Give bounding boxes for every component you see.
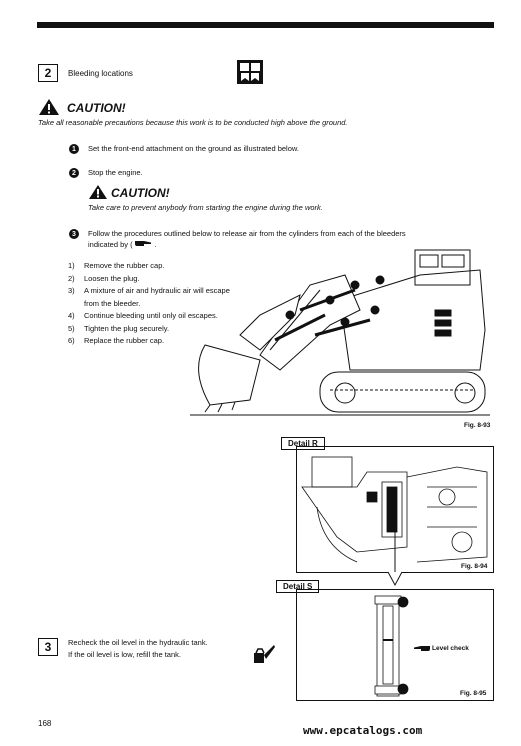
list-item: 2) Loosen the plug. xyxy=(68,273,140,283)
step-bullet-1: 1 xyxy=(69,144,79,154)
list-item: from the bleeder. xyxy=(84,298,141,308)
step-3-text: Follow the procedures outlined below to release air from the cylinders from each of the bleeders xyxy=(88,229,406,238)
bleeder-symbol-icon xyxy=(237,60,263,84)
header-rule xyxy=(37,22,494,28)
step-number-2: 2 xyxy=(38,64,58,82)
caution-title: CAUTION! xyxy=(111,186,170,200)
detail-label: Detail R xyxy=(281,437,325,450)
level-check-callout xyxy=(410,639,469,657)
step-1-text: Set the front-end attachment on the ground as illustrated below. xyxy=(88,144,299,153)
oil-can-icon xyxy=(252,641,276,665)
step-number-3: 3 xyxy=(38,638,58,656)
footer-url[interactable]: www.epcatalogs.com xyxy=(303,724,423,737)
detail-label: Detail S xyxy=(276,580,319,593)
caution-title: CAUTION! xyxy=(67,101,126,115)
level-check-label: Level check xyxy=(432,644,469,652)
caution-text: Take care to prevent anybody from starting the engine during the work. xyxy=(88,203,323,212)
step-title: Bleeding locations xyxy=(68,69,133,78)
list-item: 4) Continue bleeding until only oil escapes. xyxy=(68,311,218,320)
figure-caption: Fig. 8-94 xyxy=(461,563,488,570)
step-3-text-line2 xyxy=(88,239,157,250)
step-bullet-3: 3 xyxy=(69,229,79,239)
step-2-text: Stop the engine. xyxy=(88,168,143,177)
list-item: 6) Replace the rubber cap. xyxy=(68,336,165,345)
warning-icon xyxy=(38,98,60,116)
page-number: 168 xyxy=(38,719,52,728)
step-bullet-2: 2 xyxy=(69,168,79,178)
caution-text: Take all reasonable precautions because this work is to be conducted high above the ground. xyxy=(38,118,348,127)
list-item: 3) A mixture of air and hydraulic air will escape xyxy=(68,286,230,295)
warning-icon xyxy=(88,184,108,200)
step-3-line1: Recheck the oil level in the hydraulic tank. xyxy=(68,638,208,647)
pointing-hand-icon xyxy=(135,239,153,250)
pointing-hand-icon xyxy=(410,639,430,657)
figure-caption: Fig. 8-95 xyxy=(460,690,487,697)
excavator-illustration xyxy=(180,240,492,420)
list-item: 5) Tighten the plug securely. xyxy=(68,323,170,333)
list-item: 1) Remove the rubber cap. xyxy=(68,261,165,270)
figure-caption: Fig. 8-93 xyxy=(464,422,491,429)
step-3-suffix: . xyxy=(154,240,157,249)
callout-arrow xyxy=(385,530,405,590)
step-3-indicated: indicated by ( xyxy=(88,240,133,249)
step-3-line2: If the oil level is low, refill the tank. xyxy=(68,650,181,659)
